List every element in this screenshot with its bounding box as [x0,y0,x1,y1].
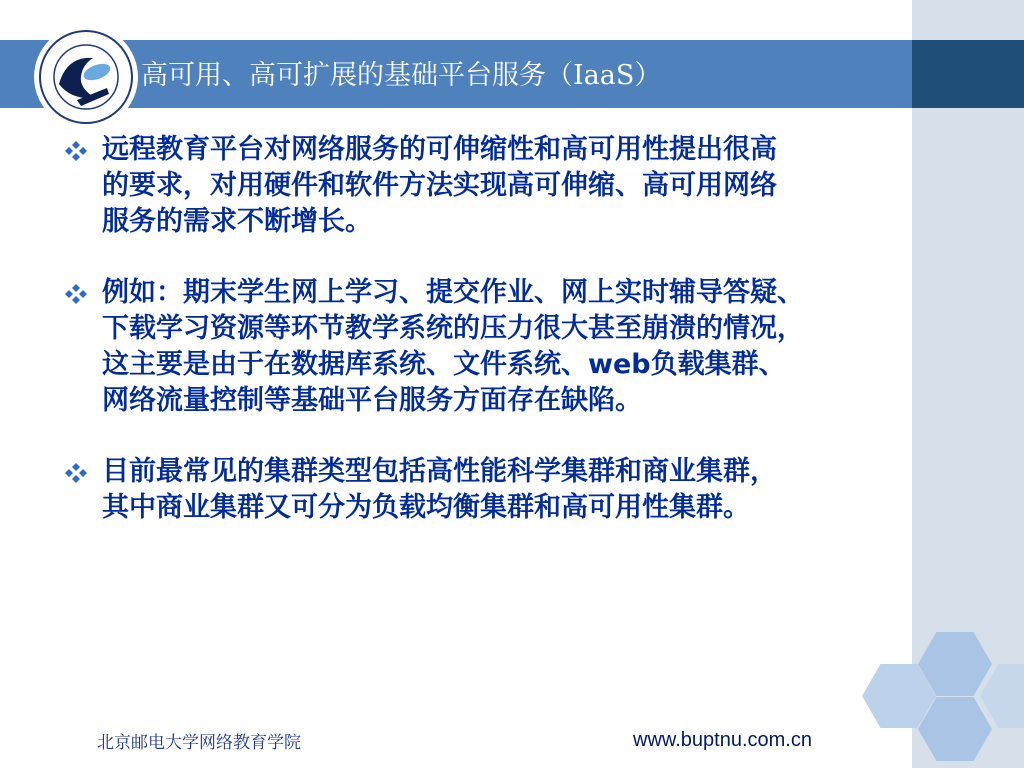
bullet-item [64,454,984,526]
bullet-item [64,132,984,240]
diamond-bullet-icon [64,462,88,484]
bullet-line: 网络流量控制等基础平台服务方面存在缺陷。 [102,385,642,416]
bullet-line: 目前最常见的集群类型包括高性能科学集群和商业集群， [102,456,777,487]
hexagon-decor-icon [980,664,1024,728]
bullet-list [64,132,984,561]
diamond-bullet-icon [64,140,88,162]
bullet-line: 下载学习资源等环节教学系统的压力很大甚至崩溃的情况， [102,313,804,344]
title-bar-accent [912,40,1024,108]
footer-url: www.buptnu.com.cn [633,729,812,751]
bullet-line: 远程教育平台对网络服务的可伸缩性和高可用性提出很高 [102,134,777,165]
slide-title: 高可用、高可扩展的基础平台服务（IaaS） [141,60,662,91]
bullet-line: 的要求，对用硬件和软件方法实现高可伸缩、高可用网络 [102,170,777,201]
footer-institution: 北京邮电大学网络教育学院 [97,733,301,753]
diamond-bullet-icon [64,283,88,305]
bullet-line: 例如：期末学生网上学习、提交作业、网上实时辅导答疑、 [102,277,804,308]
school-seal-icon [37,28,135,126]
bullet-line: 其中商业集群又可分为负载均衡集群和高可用性集群。 [102,492,750,523]
bullet-line: 服务的需求不断增长。 [102,206,372,237]
bullet-item [64,275,984,419]
bullet-line: 这主要是由于在数据库系统、文件系统、web负载集群、 [102,349,786,380]
